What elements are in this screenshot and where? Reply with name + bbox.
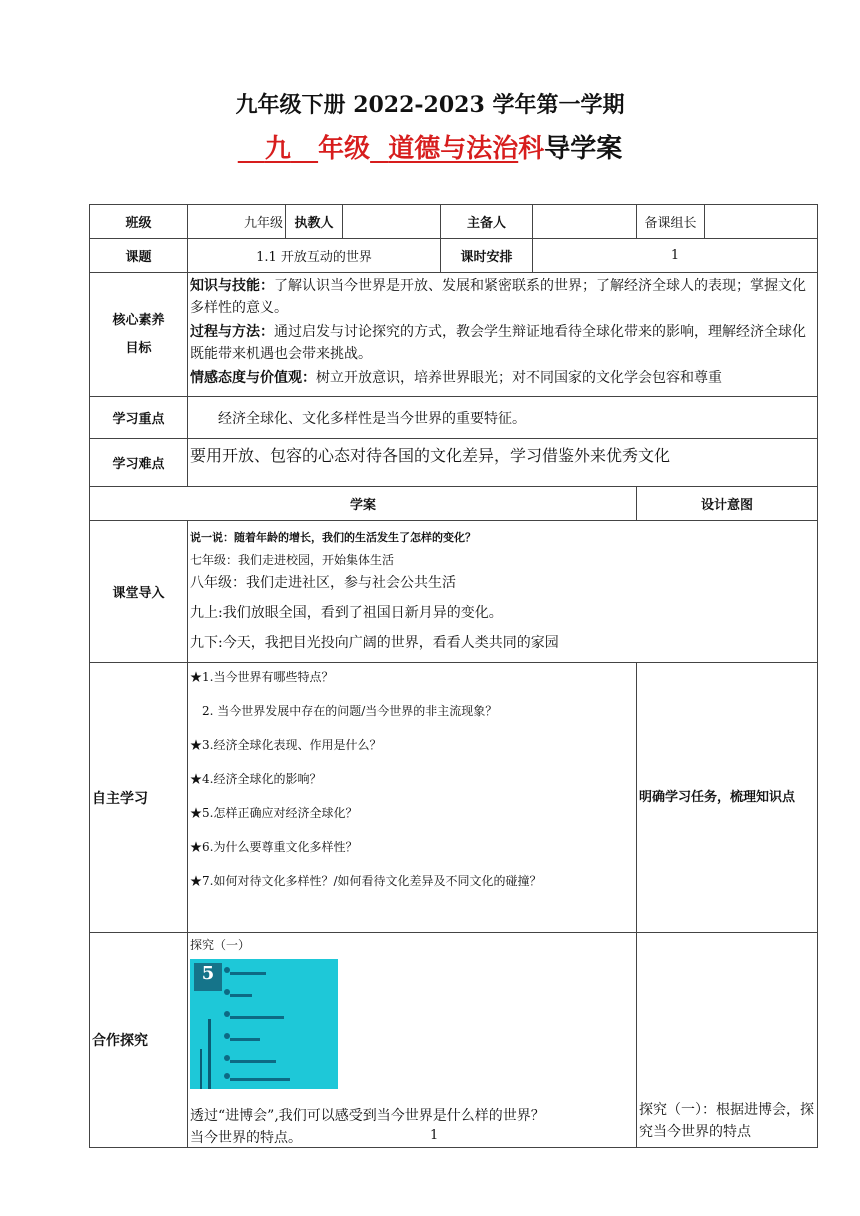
topic-value: 1.1 开放互动的世界 xyxy=(188,239,441,273)
intro-line: 九上:我们放眼全国，看到了祖国日新月异的变化。 xyxy=(190,605,503,621)
class-label: 班级 xyxy=(90,205,188,239)
hours-label: 课时安排 xyxy=(441,239,533,273)
stat-bar xyxy=(230,994,252,997)
coop-question: 透过“进博会”,我们可以感受到当今世界是什么样的世界？ xyxy=(190,1108,545,1124)
difficulty-text: 要用开放、包容的心态对待各国的文化差异，学习借鉴外来优秀文化 xyxy=(188,439,818,487)
doc-title: 九年级下册 2022-2023 学年第一学期 xyxy=(235,92,625,118)
teacher-label: 执教人 xyxy=(286,205,343,239)
coop-row xyxy=(90,933,818,1148)
tower-icon xyxy=(200,1049,202,1089)
difficulty-label: 学习难点 xyxy=(90,439,188,487)
goals-content: 知识与技能：了解认识当今世界是开放、发展和紧密联系的世界；了解经济全球人的表现；掌握文化多样性的意义。 过程与方法：通过启发与讨论探究的方式，教会学生辩证地看待全球化带来的影响，理解经济全球化既能带来机遇也会带来挑战。 情感态度与价值观：树立开放意识，培养世界眼光；对不同国家的文化学会包容和尊重 xyxy=(188,273,818,397)
intro-line: 七年级：我们走进校园，开始集体生活 xyxy=(190,553,395,567)
stat-bar xyxy=(230,1038,260,1041)
question-item: ★6.为什么要尊重文化多样性？ xyxy=(190,840,358,854)
intro-line: 八年级：我们走进社区，参与社会公共生活 xyxy=(190,575,456,591)
teacher-value[interactable] xyxy=(343,205,441,239)
info-row-2 xyxy=(90,239,818,273)
goals-label: 核心素养 目标 xyxy=(90,273,188,397)
leader-label: 备课组长 xyxy=(637,205,705,239)
intro-content xyxy=(188,521,818,663)
question-item: ★7.如何对待文化多样性？/如何看待文化差异及不同文化的碰撞？ xyxy=(190,874,542,888)
coop-intent: 探究（一）：根据进博会，探究当今世界的特点 xyxy=(637,933,818,1148)
subject-blank: 道德与法治 xyxy=(388,134,519,164)
intro-row xyxy=(90,521,818,663)
explore-title: 探究（一） xyxy=(190,938,251,952)
prep-value[interactable] xyxy=(533,205,637,239)
prep-label: 主备人 xyxy=(441,205,533,239)
question-item: ★5.怎样正确应对经济全球化？ xyxy=(190,806,358,820)
intro-label: 课堂导入 xyxy=(90,521,188,663)
coop-content xyxy=(188,933,637,1148)
expo-infographic-image xyxy=(190,959,338,1089)
self-study-questions xyxy=(188,663,637,933)
coop-question: 当今世界的特点。 xyxy=(190,1130,302,1146)
plan-header-row xyxy=(90,487,818,521)
self-study-intent: 明确学习任务，梳理知识点 xyxy=(637,663,818,933)
grade-blank: 九 xyxy=(264,134,291,164)
intro-line: 九下:今天，我把目光投向广阔的世界，看看人类共同的家园 xyxy=(190,635,559,651)
keypoint-row xyxy=(90,397,818,439)
doc-subtitle: 九 年级 道德与法治科导学案 xyxy=(0,128,860,165)
keypoint-text: 经济全球化、文化多样性是当今世界的重要特征。 xyxy=(188,397,818,439)
goals-row xyxy=(90,273,818,397)
info-row-1 xyxy=(90,205,818,239)
topic-label: 课题 xyxy=(90,239,188,273)
tower-icon xyxy=(208,1019,211,1089)
stat-bar xyxy=(230,1060,276,1063)
stat-bar xyxy=(230,1016,284,1019)
keypoint-label: 学习重点 xyxy=(90,397,188,439)
question-item: ★1.当今世界有哪些特点？ xyxy=(190,670,334,684)
question-item: ★3.经济全球化表现、作用是什么？ xyxy=(190,738,382,752)
difficulty-row xyxy=(90,439,818,487)
plan-header-right: 设计意图 xyxy=(637,487,818,521)
expo-badge: 5 xyxy=(194,963,222,991)
self-study-row xyxy=(90,663,818,933)
hours-value: 1 xyxy=(533,239,818,273)
plan-header-left: 学案 xyxy=(90,487,637,521)
question-item: 2. 当今世界发展中存在的问题/当今世界的非主流现象？ xyxy=(202,704,498,718)
question-item: ★4.经济全球化的影响？ xyxy=(190,772,322,786)
coop-label: 合作探究 xyxy=(90,933,188,1148)
stat-bar xyxy=(230,972,266,975)
lesson-table xyxy=(89,204,818,1148)
class-value: 九年级 xyxy=(188,205,286,239)
doc-type: 导学案 xyxy=(544,134,623,164)
intro-question: 说一说：随着年龄的增长，我们的生活发生了怎样的变化？ xyxy=(190,531,476,544)
self-study-label: 自主学习 xyxy=(90,663,188,933)
leader-value[interactable] xyxy=(705,205,818,239)
stat-bar xyxy=(230,1078,290,1081)
page-number: 1 xyxy=(430,1128,439,1143)
